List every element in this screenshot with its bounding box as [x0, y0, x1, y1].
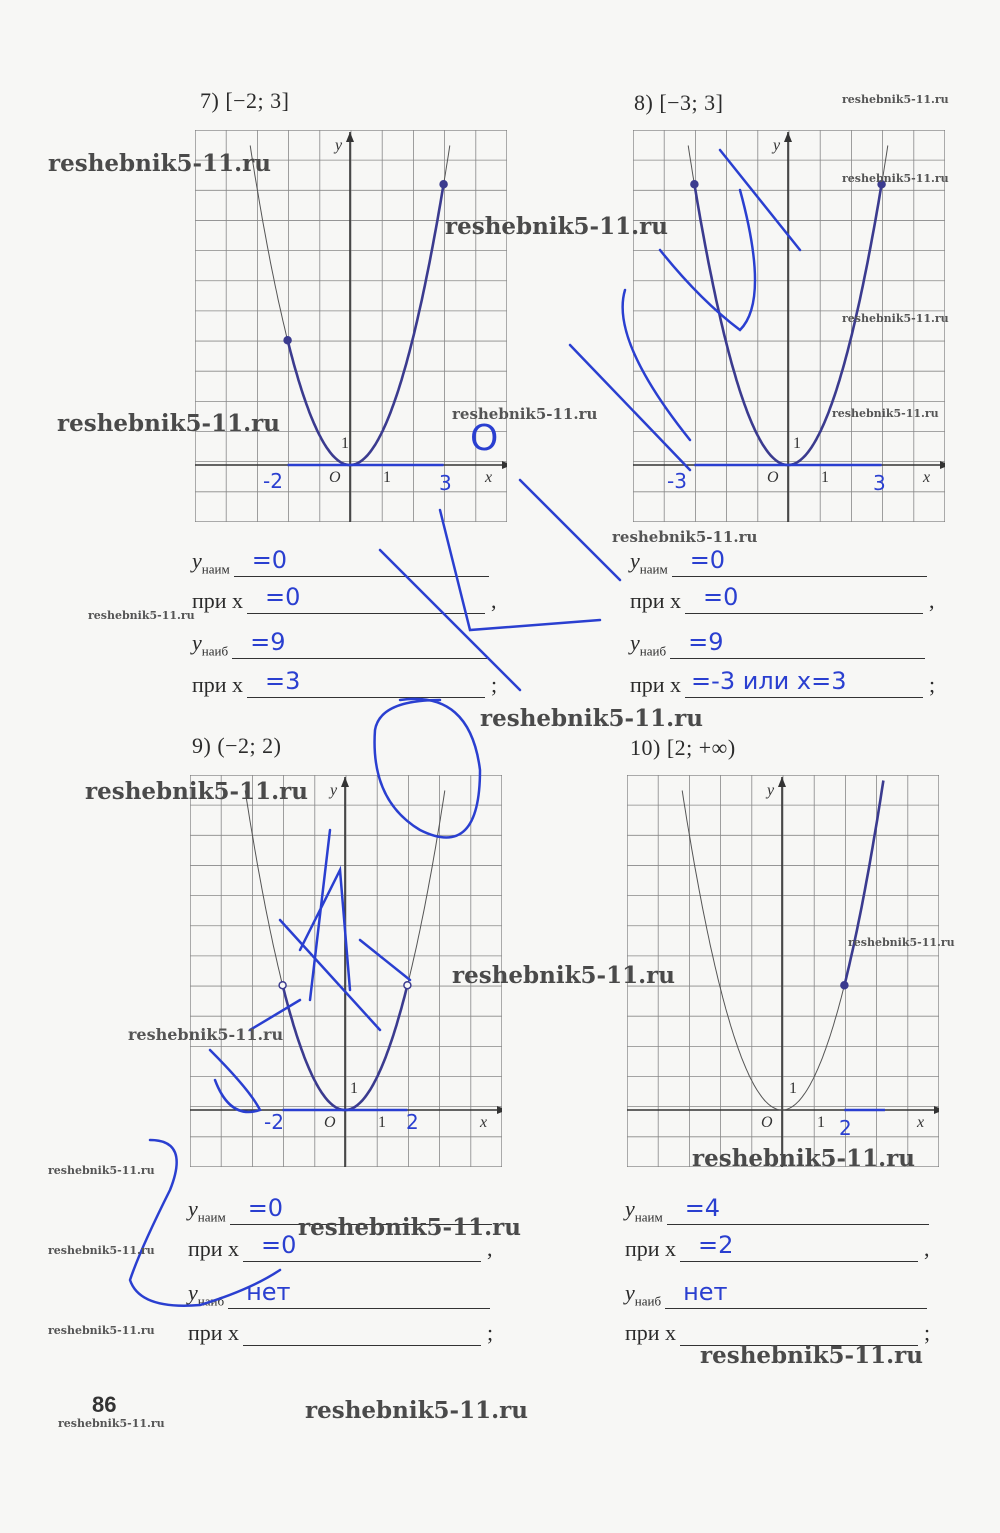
ymin-answer: =4	[684, 1194, 721, 1223]
mark-left: -2	[264, 1110, 284, 1134]
watermark: reshebnik5-11.ru	[700, 1342, 923, 1369]
task-7-title: 7) [−2; 3]	[200, 88, 290, 113]
y-unit-label: 1	[793, 435, 801, 452]
mark-left: -2	[263, 469, 283, 493]
ymin-answer: =0	[689, 546, 726, 575]
watermark: reshebnik5-11.ru	[88, 609, 195, 622]
ymin-sub: наим	[197, 1209, 226, 1225]
y-unit-label: 1	[341, 435, 349, 452]
xmax-answer: =3	[265, 667, 301, 695]
mark-right: 3	[439, 471, 452, 495]
watermark: reshebnik5-11.ru	[692, 1145, 915, 1172]
watermark: reshebnik5-11.ru	[48, 150, 271, 177]
watermark: reshebnik5-11.ru	[842, 312, 949, 325]
scribble-oval-center	[375, 699, 480, 838]
y-axis-label: y	[335, 137, 343, 154]
watermark: reshebnik5-11.ru	[57, 410, 280, 437]
x-unit-label: 1	[817, 1114, 825, 1131]
watermark: reshebnik5-11.ru	[48, 1244, 155, 1257]
ymax-sub: наиб	[197, 1293, 225, 1309]
ymax-label: y	[625, 1280, 635, 1305]
scribble-loop-left	[210, 1050, 260, 1112]
mark-left: -3	[667, 469, 687, 493]
xmin-answer: =2	[698, 1231, 734, 1259]
watermark: reshebnik5-11.ru	[58, 1417, 165, 1430]
handwritten-o: O	[470, 418, 499, 459]
ymin-label: y	[188, 1196, 198, 1221]
y-axis-label: y	[330, 782, 338, 799]
watermark: reshebnik5-11.ru	[48, 1164, 155, 1177]
page-number: 86	[92, 1392, 117, 1417]
xmin-label: при x	[188, 1236, 240, 1261]
ymin-label: y	[192, 548, 202, 573]
ymax-answer: =9	[688, 628, 724, 657]
mark-right: 2	[406, 1110, 419, 1134]
watermark: reshebnik5-11.ru	[842, 93, 949, 106]
y-axis-label: y	[767, 782, 775, 799]
ymin-sub: наим	[634, 1209, 663, 1225]
comma: ,	[487, 1236, 493, 1261]
x-unit-label: 1	[821, 469, 829, 486]
watermark: reshebnik5-11.ru	[445, 213, 668, 240]
task-10-title: 10) [2; +∞)	[630, 735, 736, 760]
x-axis-label: x	[917, 1114, 925, 1131]
ymin-answer: =0	[251, 546, 288, 575]
xmin-answer: =0	[265, 583, 301, 611]
watermark: reshebnik5-11.ru	[48, 1324, 155, 1337]
origin-label: O	[324, 1114, 336, 1131]
watermark: reshebnik5-11.ru	[842, 172, 949, 185]
comma: ,	[491, 588, 497, 613]
ymin-label: y	[630, 548, 640, 573]
ymax-answer: нет	[683, 1278, 728, 1307]
watermark: reshebnik5-11.ru	[480, 705, 703, 732]
ymax-label: y	[188, 1280, 198, 1305]
semicolon: ;	[491, 672, 498, 697]
comma: ,	[929, 588, 935, 613]
origin-label: O	[329, 469, 341, 486]
scribble-k-middle	[380, 480, 620, 690]
x-unit-label: 1	[378, 1114, 386, 1131]
watermark: reshebnik5-11.ru	[452, 405, 598, 423]
semicolon: ;	[487, 1320, 494, 1345]
scribble-k-upper	[570, 150, 800, 470]
watermark: reshebnik5-11.ru	[128, 1025, 284, 1044]
xmax-answer: =-3 или x=3	[691, 667, 847, 695]
x-unit-label: 1	[383, 469, 391, 486]
scribble-letters-lower	[250, 830, 410, 1030]
watermark: reshebnik5-11.ru	[832, 407, 939, 420]
watermark: reshebnik5-11.ru	[305, 1397, 528, 1424]
watermark: reshebnik5-11.ru	[848, 936, 955, 949]
ymax-answer: =9	[250, 628, 286, 657]
ymax-sub: наиб	[634, 1293, 662, 1309]
x-axis-label: x	[480, 1114, 488, 1131]
xmax-label: при x	[188, 1320, 240, 1345]
ymax-label: y	[192, 630, 202, 655]
semicolon: ;	[929, 672, 936, 697]
xmax-label: при x	[192, 672, 244, 697]
xmax-label: при x	[630, 672, 682, 697]
ymax-sub: наиб	[639, 643, 667, 659]
ymax-label: y	[630, 630, 640, 655]
origin-label: O	[761, 1114, 773, 1131]
origin-label: O	[767, 469, 779, 486]
x-axis-label: x	[485, 469, 493, 486]
xmin-answer: =0	[261, 1231, 297, 1259]
y-unit-label: 1	[350, 1080, 358, 1097]
ymax-answer: нет	[246, 1278, 291, 1307]
xmax-label: при x	[625, 1320, 677, 1345]
watermark: reshebnik5-11.ru	[452, 962, 675, 989]
ymax-sub: наиб	[201, 643, 229, 659]
xmin-answer: =0	[703, 583, 739, 611]
task-8-title: 8) [−3; 3]	[634, 90, 724, 115]
ymin-answer: =0	[247, 1194, 284, 1223]
ymin-label: y	[625, 1196, 635, 1221]
mark-right: 3	[873, 471, 886, 495]
semicolon: ;	[924, 1320, 931, 1345]
ymin-sub: наим	[201, 561, 230, 577]
watermark: reshebnik5-11.ru	[298, 1214, 521, 1241]
xmin-label: при x	[625, 1236, 677, 1261]
xmin-label: при x	[192, 588, 244, 613]
ymin-sub: наим	[639, 561, 668, 577]
y-unit-label: 1	[789, 1080, 797, 1097]
watermark: reshebnik5-11.ru	[85, 778, 308, 805]
y-axis-label: y	[773, 137, 781, 154]
xmin-label: при x	[630, 588, 682, 613]
task-9-title: 9) (−2; 2)	[192, 733, 282, 758]
comma: ,	[924, 1236, 930, 1261]
x-axis-label: x	[923, 469, 931, 486]
watermark: reshebnik5-11.ru	[612, 528, 758, 546]
mark-right: 2	[839, 1116, 852, 1140]
